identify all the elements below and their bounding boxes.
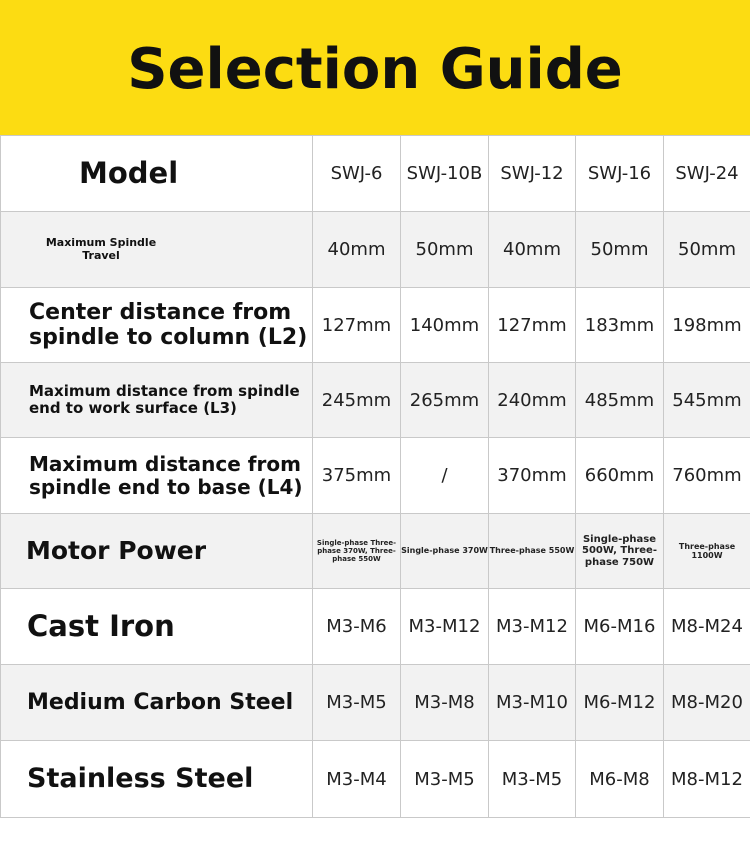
table-cell: 50mm — [664, 212, 750, 288]
table-cell: 140mm — [401, 288, 489, 363]
table-cell: 485mm — [576, 363, 664, 438]
page-title: Selection Guide — [127, 37, 623, 102]
row-label: Cast Iron — [1, 589, 313, 665]
table-cell: SWJ-6 — [313, 136, 401, 212]
table-row-medium-carbon-steel — [1, 665, 750, 741]
table-cell: M3-M6 — [313, 589, 401, 665]
table-cell: Three-phase 550W — [489, 514, 576, 589]
row-label: Model — [1, 136, 313, 212]
table-cell: M8-M12 — [664, 741, 750, 818]
table-cell: M3-M12 — [489, 589, 576, 665]
table-row-motor-power — [1, 514, 750, 589]
table-cell: M3-M5 — [313, 665, 401, 741]
table-cell: 127mm — [489, 288, 576, 363]
table-cell: M6-M12 — [576, 665, 664, 741]
table-cell: Single-phase 370W — [401, 514, 489, 589]
table-row-l2 — [1, 288, 750, 363]
table-row-cast-iron — [1, 589, 750, 665]
row-label: Medium Carbon Steel — [1, 665, 313, 741]
table-cell: 50mm — [401, 212, 489, 288]
row-label: Center distance from spindle to column (L2) — [1, 288, 313, 363]
table-cell: 370mm — [489, 438, 576, 514]
table-cell: 240mm — [489, 363, 576, 438]
row-label: Stainless Steel — [1, 741, 313, 818]
table-cell: M8-M24 — [664, 589, 750, 665]
row-label: Maximum distance from spindle end to work surface (L3) — [1, 363, 313, 438]
header-banner — [0, 0, 750, 135]
table-cell: M3-M10 — [489, 665, 576, 741]
table-cell: M3-M5 — [401, 741, 489, 818]
row-label: Maximum Spindle Travel — [45, 235, 157, 262]
table-row-l3 — [1, 363, 750, 438]
table-cell: 265mm — [401, 363, 489, 438]
table-cell: Single-phase 500W, Three-phase 750W — [576, 514, 664, 589]
table-cell: M6-M16 — [576, 589, 664, 665]
table-cell: 127mm — [313, 288, 401, 363]
table-cell: 183mm — [576, 288, 664, 363]
table-cell: 375mm — [313, 438, 401, 514]
table-cell: SWJ-12 — [489, 136, 576, 212]
table-cell: SWJ-24 — [664, 136, 750, 212]
table-cell: M6-M8 — [576, 741, 664, 818]
table-cell: 198mm — [664, 288, 750, 363]
table-row-spindle-travel — [1, 212, 750, 288]
row-label: Maximum distance from spindle end to base (L4) — [1, 438, 313, 514]
table-cell: 660mm — [576, 438, 664, 514]
table-cell: Single-phase Three-phase 370W, Three-phase 550W — [313, 514, 401, 589]
table-cell: M3-M5 — [489, 741, 576, 818]
table-row-model — [1, 136, 750, 212]
table-cell: M3-M12 — [401, 589, 489, 665]
table-row-stainless-steel — [1, 741, 750, 818]
row-label: Motor Power — [1, 514, 313, 589]
table-cell: 40mm — [489, 212, 576, 288]
table-row-l4 — [1, 438, 750, 514]
table-cell: / — [401, 438, 489, 514]
table-cell: SWJ-10B — [401, 136, 489, 212]
table-cell: 245mm — [313, 363, 401, 438]
table-cell: 545mm — [664, 363, 750, 438]
table-cell: M3-M8 — [401, 665, 489, 741]
table-cell: 760mm — [664, 438, 750, 514]
table-cell: M8-M20 — [664, 665, 750, 741]
table-cell: 50mm — [576, 212, 664, 288]
table-cell: M3-M4 — [313, 741, 401, 818]
table-cell: SWJ-16 — [576, 136, 664, 212]
table-cell: 40mm — [313, 212, 401, 288]
selection-table — [0, 135, 750, 818]
table-cell: Three-phase 1100W — [664, 514, 750, 589]
